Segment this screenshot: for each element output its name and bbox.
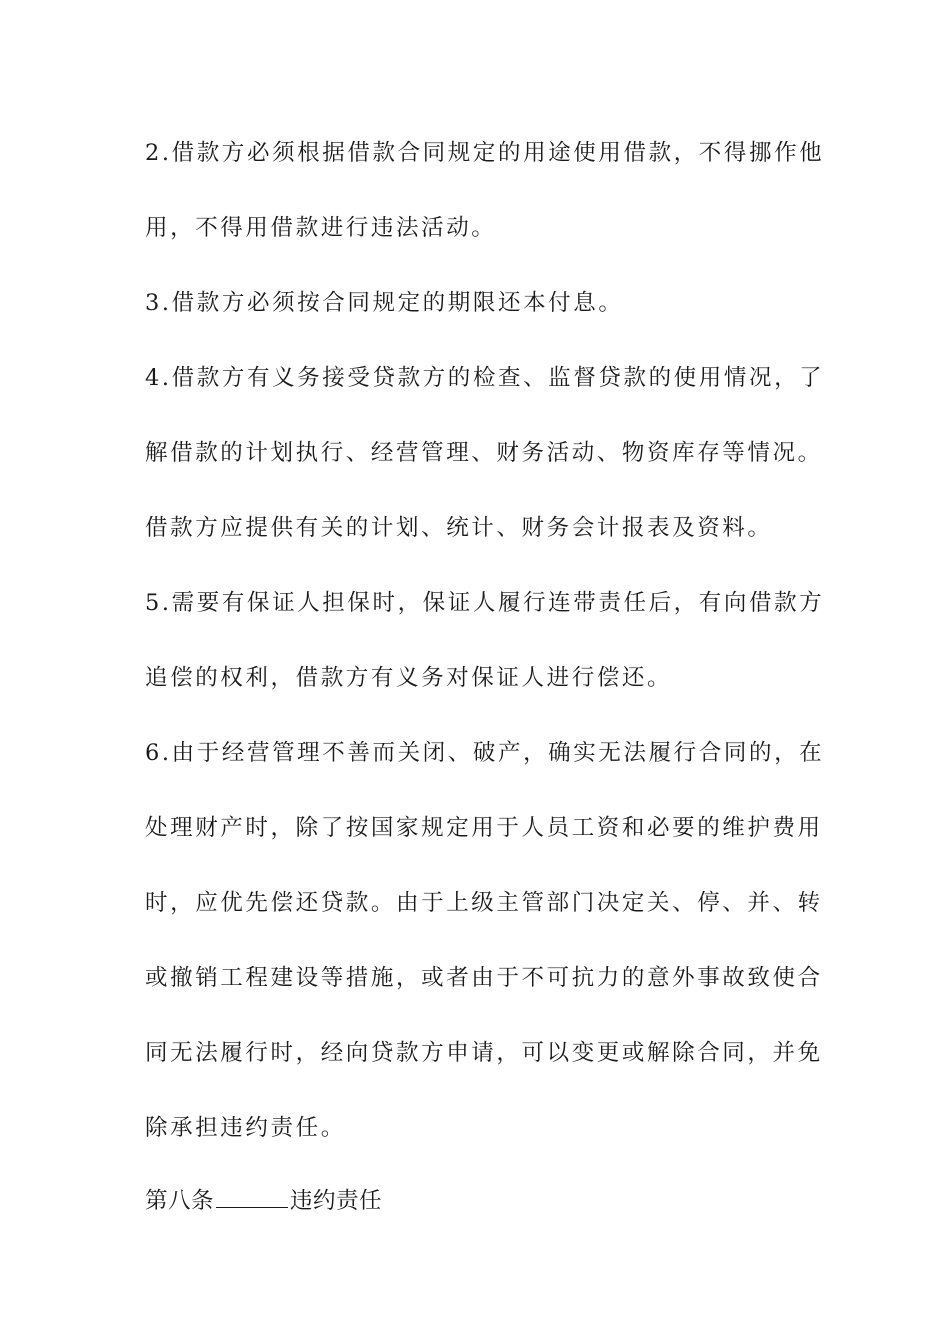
text-line-7: 5.需要有保证人担保时，保证人履行连带责任后，有向借款方 (145, 590, 825, 616)
text-line-14: 除承担违约责任。 (145, 1115, 346, 1141)
article-number: 第八条 (145, 1188, 215, 1214)
text-line-9: 6.由于经营管理不善而关闭、破产，确实无法履行合同的，在 (145, 740, 825, 766)
text-line-5: 解借款的计划执行、经营管理、财务活动、物资库存等情况。 (145, 440, 823, 466)
article-heading (145, 1186, 815, 1216)
text-line-8: 追偿的权利，借款方有义务对保证人进行偿还。 (145, 665, 673, 691)
text-line-3: 3.借款方必须按合同规定的期限还本付息。 (145, 290, 624, 316)
fill-in-blank (216, 1187, 288, 1208)
text-line-2: 用，不得用借款进行违法活动。 (145, 215, 497, 241)
text-line-10: 处理财产时，除了按国家规定用于人员工资和必要的维护费用 (145, 815, 823, 841)
text-line-13: 同无法履行时，经向贷款方申请，可以变更或解除合同，并免 (145, 1040, 823, 1066)
article-title: 违约责任 (290, 1188, 383, 1214)
text-line-1: 2.借款方必须根据借款合同规定的用途使用借款，不得挪作他 (145, 140, 825, 166)
text-line-11: 时，应优先偿还贷款。由于上级主管部门决定关、停、并、转 (145, 890, 823, 916)
text-line-12: 或撤销工程建设等措施，或者由于不可抗力的意外事故致使合 (145, 965, 823, 991)
text-line-6: 借款方应提供有关的计划、统计、财务会计报表及资料。 (145, 515, 773, 541)
text-line-4: 4.借款方有义务接受贷款方的检查、监督贷款的使用情况，了 (145, 365, 825, 391)
